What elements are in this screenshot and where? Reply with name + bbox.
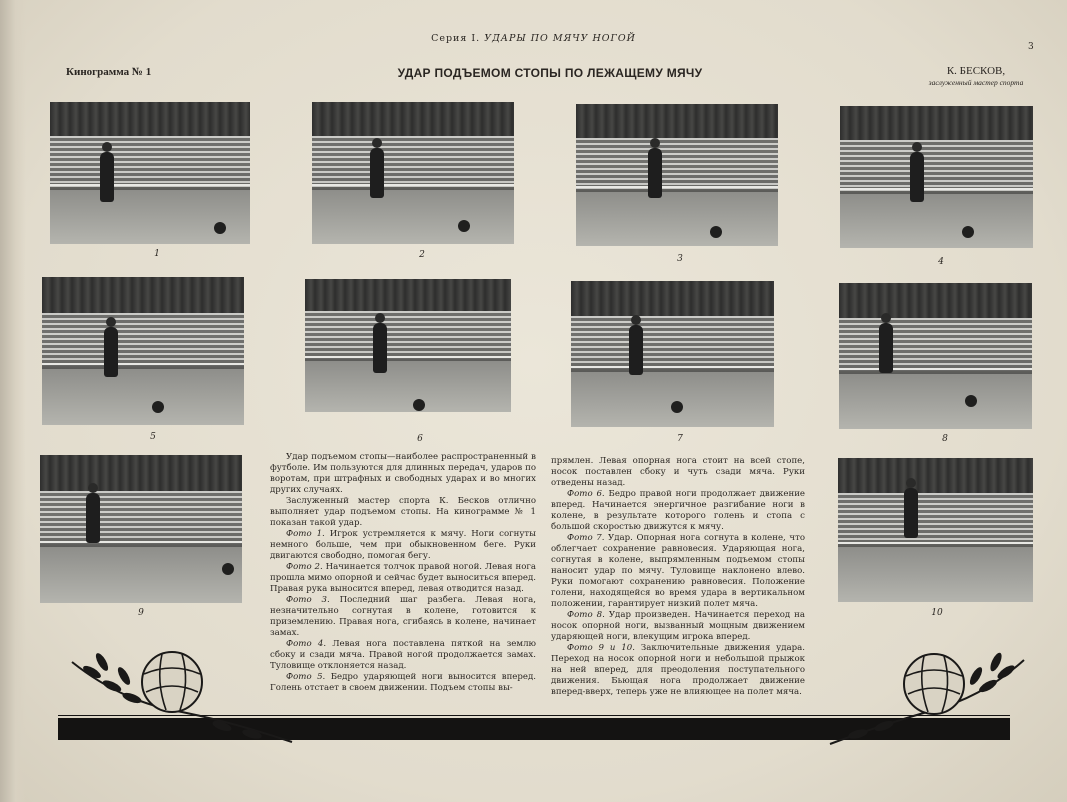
- paragraph: прямлен. Левая опорная нога стоит на всей стопе, носок поставлен сбоку и чуть сзади мяча. Руки отведены назад.: [551, 456, 805, 488]
- paragraph: Фото 3. Последний шаг разбега. Левая нога, незначительно согнутая в колене, готовится к приземлению. Правая нога, сгибаясь в колене, начинает замах.: [270, 595, 536, 638]
- paragraph: Фото 2. Начинается толчок правой ногой. Левая нога прошла мимо опорной и сейчас будет выноситься вперед. Правая рука выносится вперед, левая отводится назад.: [270, 562, 536, 594]
- photo-caption: 5: [150, 432, 156, 442]
- kinogram-photo-6: [305, 279, 511, 412]
- series-title: УДАРЫ ПО МЯЧУ НОГОЙ: [484, 33, 636, 44]
- author-role: заслуженный мастер спорта: [928, 78, 1024, 87]
- series-label: Серия I.: [431, 33, 481, 44]
- kinogram-photo-4: [840, 106, 1033, 248]
- kinogram-photo-8: [839, 283, 1032, 429]
- laurel-ball-ornament-left: [62, 642, 302, 752]
- paragraph: Фото 6. Бедро правой ноги продолжает движение вперед. Начинается энергичное разгибание ноги в колене, в результате которого голень и стопа с большой скоростью движутся к мячу.: [551, 489, 806, 532]
- kinogram-photo-9: [40, 455, 242, 603]
- paragraph: Фото 1. Игрок устремляется к мячу. Ноги согнуты немного больше, чем при обыкновенном беге. Руки двигаются свободно, помогая бегу.: [270, 529, 537, 561]
- kinogram-photo-10: [838, 458, 1033, 602]
- paragraph: Фото 9 и 10. Заключительные движения удара. Переход на носок опорной ноги и небольшой прыжок на ней вперед, для преодоления поступательного движения. Бьющая нога продолжает движение вперед-вверх, теперь уже не влияющее на полет мяча.: [551, 643, 805, 697]
- page-spine-shadow: [0, 0, 26, 802]
- photo-caption: 4: [938, 257, 944, 267]
- author-name: К. БЕСКОВ,: [946, 65, 1006, 77]
- photo-caption: 6: [417, 434, 423, 444]
- paragraph: Удар подъемом стопы—наиболее распространенный в футболе. Им пользуются для длинных передач, ударов по воротам, при штрафных и свободных ударах и во многих других случаях.: [270, 452, 536, 495]
- kinogram-photo-3: [576, 104, 778, 246]
- kinogram-photo-7: [571, 281, 774, 427]
- kinogram-photo-2: [312, 102, 514, 244]
- page-title: УДАР ПОДЪЕМОМ СТОПЫ ПО ЛЕЖАЩЕМУ МЯЧУ: [397, 66, 703, 80]
- series-header: [0, 33, 1067, 44]
- kinogram-label: Кинограмма № 1: [66, 66, 152, 78]
- kinogram-photo-5: [42, 277, 244, 425]
- paragraph: Фото 4. Левая нога поставлена пяткой на землю сбоку и сзади мяча. Правой ногой продолжается замах. Туловище отклоняется назад.: [270, 639, 537, 671]
- photo-caption: 8: [942, 434, 948, 444]
- laurel-ball-ornament-right: [824, 646, 1034, 752]
- photo-caption: 10: [931, 608, 943, 618]
- paragraph: Фото 5. Бедро ударяющей ноги выносится вперед. Голень отстает в своем движении. Подъем стопы вы-: [270, 672, 536, 693]
- kinogram-photo-1: [50, 102, 250, 244]
- author-block: [916, 65, 1036, 87]
- photo-caption: 1: [154, 249, 160, 259]
- photo-caption: 2: [419, 250, 425, 260]
- paragraph: Заслуженный мастер спорта К. Бесков отлично выполняет удар подъемом стопы. На кинограмме № 1 показан такой удар.: [270, 496, 536, 528]
- paragraph: Фото 7. Удар. Опорная нога согнута в колене, что облегчает сохранение равновесия. Ударяющая нога, согнутая в колене, выпрямленным подъемом стопы наносит удар по мячу. Туловище наклонено влево. Руки помогают сохранению равновесия. Положение голени, находящейся во время удара в вертикальном положении, гарантирует низкий полет мяча.: [551, 533, 805, 609]
- page-number: 3: [1028, 42, 1034, 52]
- paragraph: Фото 8. Удар произведен. Начинается переход на носок опорной ноги, вызванный мощным движением ударяющей ноги, влекущим игрока вперед.: [551, 610, 805, 642]
- article-text-right: [551, 456, 805, 698]
- photo-caption: 3: [677, 254, 683, 264]
- photo-caption: 7: [677, 434, 683, 444]
- photo-caption: 9: [138, 608, 144, 618]
- article-text-left: [270, 452, 536, 694]
